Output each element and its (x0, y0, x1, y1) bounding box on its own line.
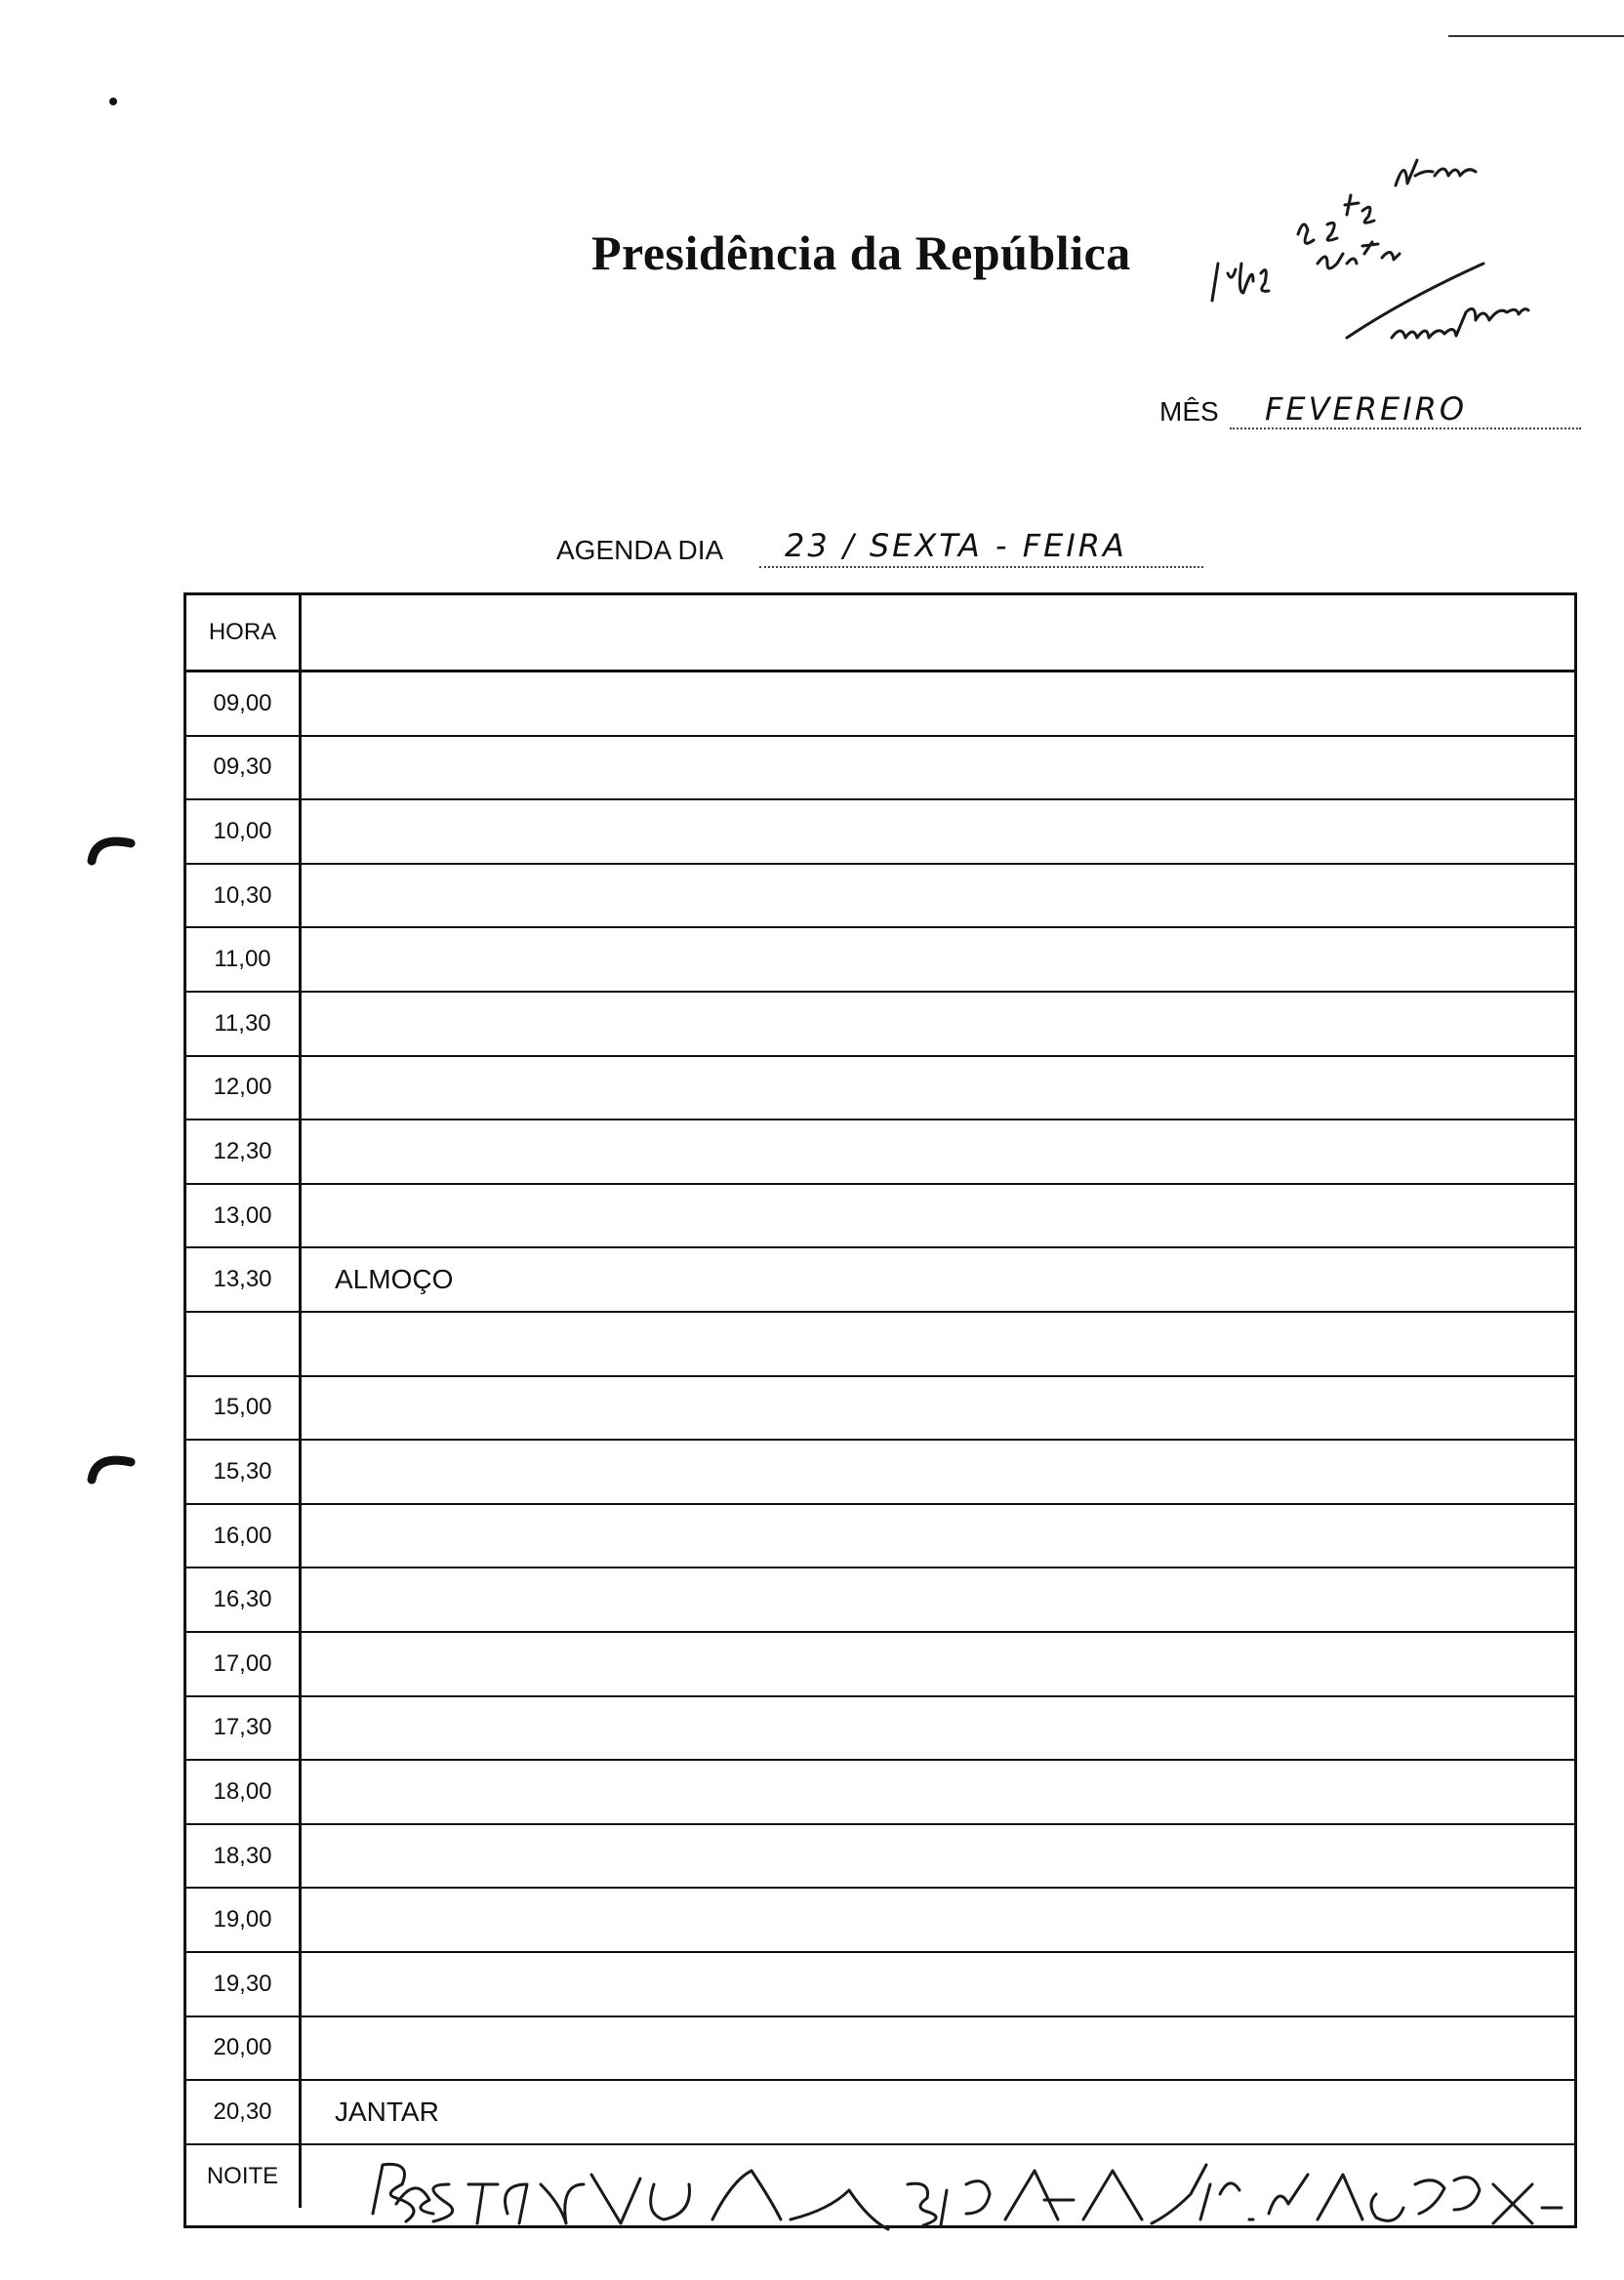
punch-hole-mark (86, 1441, 144, 1489)
hora-cell: 20,30 (186, 2081, 302, 2143)
hora-cell: 12,30 (186, 1120, 302, 1183)
table-row (186, 928, 1574, 993)
hora-cell: 15,00 (186, 1377, 302, 1440)
table-row (186, 2081, 1574, 2145)
entry-cell (302, 800, 1574, 863)
table-row (186, 993, 1574, 1057)
table-row (186, 865, 1574, 929)
hora-cell: 13,00 (186, 1185, 302, 1247)
table-row (186, 672, 1574, 737)
hora-cell: 11,30 (186, 993, 302, 1055)
entry-cell (302, 1761, 1574, 1823)
table-row (186, 1825, 1574, 1890)
entry-cell (302, 1568, 1574, 1631)
entry-cell (302, 2017, 1574, 2080)
table-row (186, 1761, 1574, 1825)
hora-cell: 19,00 (186, 1889, 302, 1951)
hora-cell: 18,00 (186, 1761, 302, 1823)
agenda-day-label: AGENDA DIA (556, 535, 724, 565)
table-row (186, 1568, 1574, 1633)
hora-cell: 20,00 (186, 2017, 302, 2080)
entry-cell: JANTAR (335, 2096, 439, 2127)
agenda-day-field-line (759, 566, 1203, 568)
table-row (186, 1057, 1574, 1121)
month-value: FEVEREIRO (1265, 390, 1468, 428)
table-row (186, 2017, 1574, 2082)
entry-cell (302, 1953, 1574, 2015)
table-row (186, 1697, 1574, 1762)
entry-cell (302, 1825, 1574, 1888)
hora-cell: 17,30 (186, 1697, 302, 1760)
agenda-table (183, 592, 1577, 2228)
entry-cell (302, 1505, 1574, 1568)
entry-cell (302, 993, 1574, 1055)
table-row (186, 1313, 1574, 1377)
entry-header (302, 595, 1574, 670)
hora-cell: 11,00 (186, 928, 302, 991)
hora-cell: 09,30 (186, 737, 302, 799)
hora-cell: NOITE (186, 2145, 302, 2208)
top-edge-line (1448, 35, 1624, 37)
table-row (186, 737, 1574, 801)
hora-cell: 16,30 (186, 1568, 302, 1631)
table-row (186, 1185, 1574, 1249)
table-row (186, 800, 1574, 865)
entry-cell (302, 1697, 1574, 1760)
hora-header: HORA (186, 595, 302, 670)
entry-cell (302, 737, 1574, 799)
table-row (186, 1633, 1574, 1697)
hora-cell (186, 1313, 302, 1375)
table-row (186, 1248, 1574, 1313)
handwritten-note (1200, 117, 1591, 351)
table-row (186, 1889, 1574, 1953)
table-row (186, 1505, 1574, 1569)
page-title: Presidência da República (591, 225, 1131, 280)
entry-cell (302, 1313, 1574, 1375)
ink-speck (109, 98, 117, 105)
entry-cell (302, 1441, 1574, 1503)
entry-cell (302, 1377, 1574, 1440)
hora-cell: 18,30 (186, 1825, 302, 1888)
entry-cell (302, 865, 1574, 927)
entry-cell (302, 672, 1574, 735)
hora-cell: 19,30 (186, 1953, 302, 2015)
agenda-day-value: 23 / SEXTA - FEIRA (785, 527, 1127, 564)
month-field-line (1230, 428, 1581, 429)
punch-hole-mark (86, 822, 144, 871)
table-row (186, 1953, 1574, 2017)
table-row (186, 1120, 1574, 1185)
hora-cell: 10,00 (186, 800, 302, 863)
month-label: MÊS (1159, 396, 1219, 427)
entry-cell (302, 1633, 1574, 1695)
hora-cell: 12,00 (186, 1057, 302, 1120)
table-row (186, 1441, 1574, 1505)
hora-cell: 10,30 (186, 865, 302, 927)
hora-cell: 17,00 (186, 1633, 302, 1695)
entry-cell: ALMOÇO (335, 1264, 454, 1295)
table-row (186, 1377, 1574, 1442)
hora-cell: 16,00 (186, 1505, 302, 1568)
hora-cell: 15,30 (186, 1441, 302, 1503)
hora-cell: 13,30 (186, 1248, 302, 1311)
table-header-row (186, 595, 1574, 672)
handwritten-noite-entry (361, 2145, 1624, 2233)
entry-cell (302, 1889, 1574, 1951)
entry-cell (302, 1185, 1574, 1247)
entry-cell (302, 928, 1574, 991)
hora-cell: 09,00 (186, 672, 302, 735)
entry-cell (302, 1057, 1574, 1120)
entry-cell (302, 1120, 1574, 1183)
